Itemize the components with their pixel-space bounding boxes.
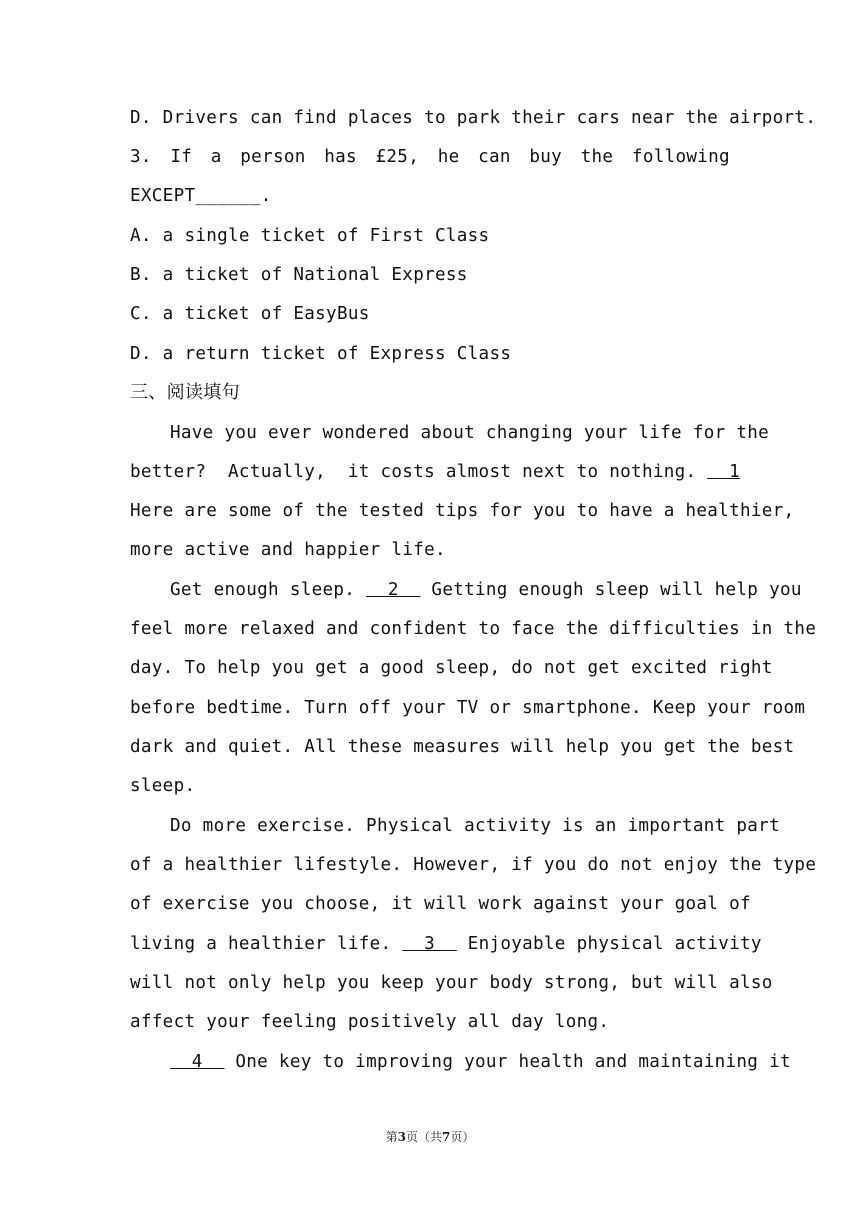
section-title: 三、阅读填句: [130, 382, 240, 403]
passage-line: of exercise you choose, it will work against your goal of: [130, 894, 751, 914]
question-3-option-c: C. a ticket of EasyBus: [130, 304, 370, 324]
blank-2: 2: [366, 580, 421, 600]
passage-line: Here are some of the tested tips for you to have a healthier,: [130, 501, 795, 521]
stem-word: buy: [529, 147, 563, 167]
passage-text: Get enough sleep.: [170, 580, 367, 600]
stem-word: he: [437, 147, 460, 167]
blank-3: 3: [402, 934, 457, 954]
passage-text: Getting enough sleep will help you: [420, 580, 802, 600]
passage-line: dark and quiet. All these measures will help you get the best: [130, 737, 795, 757]
passage-line: [130, 460, 740, 484]
stem-word: a: [210, 147, 222, 167]
passage-line: day. To help you get a good sleep, do not get excited right: [130, 658, 773, 678]
stem-word: following: [631, 147, 730, 167]
total-pages: 7: [442, 1130, 451, 1144]
passage-text: Enjoyable physical activity: [456, 934, 762, 954]
passage-text: One key to improving your health and maintaining it: [224, 1052, 791, 1072]
question-3-option-d: D. a return ticket of Express Class: [130, 344, 512, 364]
footer-post: 页）: [450, 1130, 475, 1144]
passage-line: more active and happier life.: [130, 540, 446, 560]
passage-line: [130, 932, 762, 956]
passage-line: feel more relaxed and confident to face the difficulties in the: [130, 619, 817, 639]
stem-word: If: [170, 147, 193, 167]
stem-word: person: [240, 147, 306, 167]
stem-word: has: [324, 147, 357, 167]
passage-text: living a healthier life.: [130, 934, 403, 954]
passage-line: will not only help you keep your body strong, but will also: [130, 973, 773, 993]
stem-word: 3.: [130, 147, 152, 167]
stem-word: £25,: [375, 147, 420, 167]
footer-pre: 第: [385, 1130, 398, 1144]
question-3-option-a: A. a single ticket of First Class: [130, 226, 490, 246]
question-2-option-d: D. Drivers can find places to park their cars near the airport.: [130, 108, 817, 128]
passage-line: affect your feeling positively all day long.: [130, 1012, 610, 1032]
passage-text: better? Actually, it costs almost next to nothing.: [130, 462, 708, 482]
blank-4: 4: [170, 1052, 225, 1072]
passage-line: before bedtime. Turn off your TV or smartphone. Keep your room: [130, 698, 806, 718]
passage-line: [170, 578, 802, 602]
passage-line: [170, 1050, 791, 1074]
question-3-stem: [130, 145, 730, 169]
stem-word: can: [478, 147, 511, 167]
footer-mid: 页（共: [405, 1130, 442, 1144]
blank-1: 1: [707, 462, 740, 482]
passage-line: sleep.: [130, 776, 196, 796]
passage-line: of a healthier lifestyle. However, if you do not enjoy the type: [130, 855, 817, 875]
question-3-option-b: B. a ticket of National Express: [130, 265, 468, 285]
passage-line: Have you ever wondered about changing your life for the: [170, 423, 770, 443]
question-3-stem-end: EXCEPT______.: [130, 186, 272, 206]
page-footer: [0, 1128, 860, 1145]
page-number: 3: [397, 1130, 406, 1144]
stem-word: the: [580, 147, 614, 167]
passage-line: Do more exercise. Physical activity is an important part: [170, 816, 780, 836]
